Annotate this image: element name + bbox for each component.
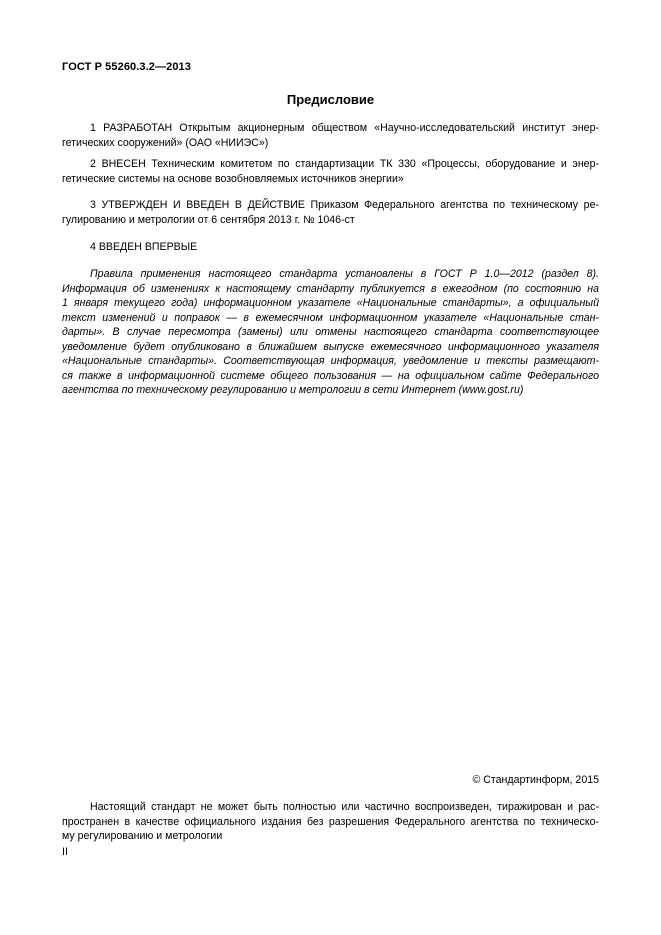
note-line-6: уведомление будет опубликовано в ближайшем выпуске ежемесячного информационного указателя: [62, 340, 599, 353]
preface-item-2: [62, 157, 599, 186]
preface-item-3: [62, 198, 599, 227]
copyright: © Стандартинформ, 2015: [472, 774, 599, 786]
preface-item-1: [62, 121, 599, 150]
note-line-5: дарты». В случае пересмотра (замены) или отмены настоящего стандарта соответствующее: [62, 326, 599, 338]
preface-item-1-line-2: гетических сооружений» (ОАО «НИИЭС»): [62, 136, 269, 149]
standard-code: ГОСТ Р 55260.3.2—2013: [62, 61, 191, 73]
note-line-9: агентства по техническому регулированию и метрологии в сети Интернет (www.gost.ru): [62, 384, 524, 396]
legal-line-1: Настоящий стандарт не может быть полностью или частично воспроизведен, тиражирован и рас-: [90, 801, 599, 813]
preface-item-4-line-1: 4 ВВЕДЕН ВПЕРВЫЕ: [90, 241, 198, 253]
preface-item-2-line-1: 2 ВНЕСЕН Техническим комитетом по стандартизации ТК 330 «Процессы, оборудование и энер-: [90, 158, 599, 170]
note-line-2: Информация об изменениях к настоящему стандарту публикуется в ежегодном (по состоянию на: [62, 282, 599, 295]
page-title: Предисловие: [286, 92, 375, 107]
preface-item-3-line-1: 3 УТВЕРЖДЕН И ВВЕДЕН В ДЕЙСТВИЕ Приказом Федерального агентства по техническому ре-: [90, 199, 599, 211]
legal-line-3: му регулированию и метрологии: [62, 830, 223, 842]
legal-line-2: пространен в качестве официального издания без разрешения Федерального агентства по техническо-: [62, 815, 599, 828]
note-line-8: ся также в информационной системе общего пользования — на официальном сайте Федерального: [62, 369, 599, 382]
note-line-7: «Национальные стандарты». Соответствующая информация, уведомление и тексты размещают-: [62, 355, 599, 367]
preface-item-1-line-1: 1 РАЗРАБОТАН Открытым акционерным обществом «Научно-исследовательский институт энер-: [90, 122, 599, 134]
page-number: II: [62, 846, 68, 858]
preface-item-2-line-2: гетические системы на основе возобновляемых источников энергии»: [62, 172, 404, 185]
legal-notice: [62, 800, 599, 844]
note-line-3: 1 января текущего года) информационном указателе «Национальные стандарты», а официальный: [62, 297, 599, 309]
note-line-1: Правила применения настоящего стандарта установлены в ГОСТ Р 1.0—2012 (раздел 8).: [90, 268, 599, 280]
preface-item-3-line-2: гулированию и метрологии от 6 сентября 2013 г. № 1046-ст: [62, 213, 355, 226]
note-line-4: текст изменений и поправок — в ежемесячном информационном указателе «Национальные стан-: [62, 311, 599, 324]
preface-item-4: [62, 240, 599, 255]
application-rules-note: [62, 267, 599, 398]
